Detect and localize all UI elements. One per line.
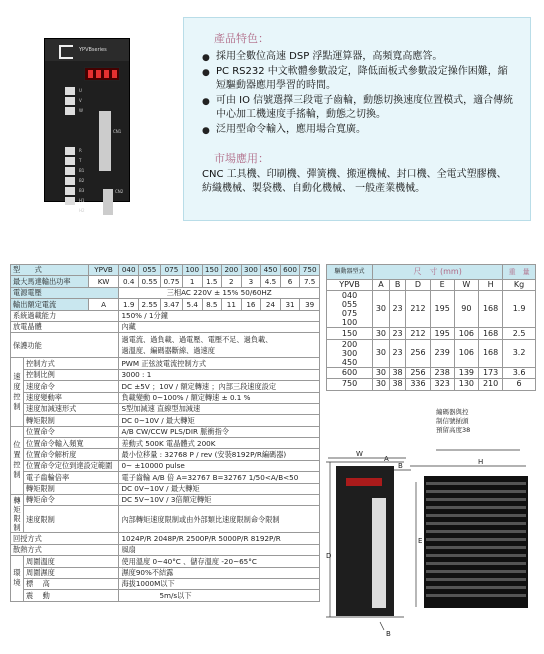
terminal	[65, 187, 75, 195]
row-label: 系統過載能力	[11, 310, 119, 321]
value-cell: 24	[261, 299, 281, 310]
value-cell: 90	[454, 291, 478, 328]
value-cell: 38	[389, 379, 406, 390]
row-label: 散熱方式	[11, 544, 119, 555]
row-label: 轉矩限制	[24, 483, 119, 494]
value-cell: 139	[454, 367, 478, 378]
row-label: 位置命令定位到達設定範圍	[24, 460, 119, 471]
value-cell: 173	[478, 367, 502, 378]
drive-header	[45, 39, 129, 61]
drive-brand: YPVBseries	[79, 47, 107, 53]
table-row	[11, 392, 320, 403]
table-row	[11, 415, 320, 426]
value-cell: 0.75	[160, 276, 182, 287]
table-row	[11, 590, 320, 601]
value-cell: DC 5V~10V / 3倍額定轉矩	[119, 495, 320, 506]
value-cell: 23	[389, 339, 406, 367]
model-cell: 040 055 075 100	[327, 291, 373, 328]
feature-item: 可由 IO 信號選擇三段電子齒輪，動態切換速度位置模式，適合傳統中心加工機速度手搖輪，動態之切換。	[216, 95, 514, 120]
table-row	[11, 533, 320, 544]
value-cell: 1.5	[202, 276, 222, 287]
group-label: 轉 矩 限 制	[11, 495, 24, 533]
bullet-icon: ●	[202, 126, 210, 136]
application-title: 市場應用：	[214, 152, 269, 165]
value-cell: DC ±5V ；10V / 額定轉速 ；內部三段速度設定	[119, 381, 320, 392]
value-cell: 6	[503, 379, 536, 390]
table-row	[11, 321, 320, 332]
bullet-icon: ●	[202, 53, 210, 63]
row-label: 速度加減速形式	[24, 403, 119, 414]
value-cell: A/B CW/CCW PLS/DIR 脈衝指令	[119, 426, 320, 437]
value-cell: 海拔1000M以下	[119, 578, 320, 589]
value-cell: 1.9	[503, 291, 536, 328]
value-cell: 168	[478, 339, 502, 367]
value-cell: 16	[241, 299, 261, 310]
value-cell: 濕度90%不結露	[119, 567, 320, 578]
led-display	[84, 67, 120, 81]
value-cell: 差動式 500K 電晶體式 200K	[119, 438, 320, 449]
value-cell: 256	[406, 339, 430, 367]
header-cell: H	[478, 280, 502, 291]
servo-drive-image	[44, 38, 130, 213]
value-cell: 4.5	[261, 276, 281, 287]
value-cell: 30	[373, 379, 390, 390]
table-row	[327, 265, 536, 280]
table-row	[11, 276, 320, 287]
row-label: 輸出額定電流	[11, 299, 89, 310]
value-cell: 5m/s以下	[119, 590, 320, 601]
table-row	[11, 426, 320, 437]
protect-line: 過電流、過負載、過電壓、電壓不足、過負載、	[121, 335, 273, 345]
drawing-svg	[326, 402, 536, 650]
row-label: 震 動	[24, 590, 119, 601]
terminal-label: V	[79, 98, 82, 103]
value-cell: 負載變動 0~100% / 額定轉速 ± 0.1 %	[119, 392, 320, 403]
spec-table	[10, 264, 320, 602]
value-cell: 8.5	[202, 299, 222, 310]
cn2-connector	[103, 189, 113, 215]
terminal	[65, 177, 75, 185]
value-cell: 31	[280, 299, 300, 310]
brand-logo-icon	[59, 45, 73, 59]
value-cell: 3.6	[503, 367, 536, 378]
model-cell: 750	[300, 265, 320, 276]
table-row	[11, 567, 320, 578]
type-label: 型 式	[11, 265, 89, 276]
table-row	[11, 483, 320, 494]
row-label: 電子齒輪倍率	[24, 472, 119, 483]
model-cell: 100	[182, 265, 202, 276]
model-cell: 750	[327, 379, 373, 390]
value-cell: S型加減速 直線型加減速	[119, 403, 320, 414]
header-cell: E	[430, 280, 454, 291]
value-cell: PWM 正弦波電流控制方式	[119, 358, 320, 369]
row-label: 位置命令輸入頻寬	[24, 438, 119, 449]
value-cell: 239	[430, 339, 454, 367]
value-cell: 1	[182, 276, 202, 287]
table-row	[11, 472, 320, 483]
model-cell: 040	[119, 265, 139, 276]
terminal	[65, 147, 75, 155]
table-row	[11, 556, 320, 567]
terminal	[65, 197, 75, 205]
value-cell: 238	[430, 367, 454, 378]
cn1-connector	[99, 111, 111, 171]
terminal-label: B2	[79, 178, 85, 183]
row-label: 控制比例	[24, 369, 119, 380]
row-label: 控制方式	[24, 358, 119, 369]
header-cell: A	[373, 280, 390, 291]
header-cell: Kg	[503, 280, 536, 291]
feature-item: 採用全數位高速 DSP 浮點運算器，高頻寬高應答。	[216, 51, 443, 62]
value-cell: 0.4	[119, 276, 139, 287]
value-cell: 195	[430, 291, 454, 328]
row-label: 速度變動率	[24, 392, 119, 403]
model-cell: 600	[280, 265, 300, 276]
value-cell: 323	[430, 379, 454, 390]
group-label: 位 置 控 制	[11, 426, 24, 494]
value-cell: 0.55	[139, 276, 161, 287]
terminal	[65, 157, 75, 165]
table-row	[327, 280, 536, 291]
value-cell: 23	[389, 328, 406, 339]
value-cell: 11	[222, 299, 242, 310]
group-label: 速 度 控 制	[11, 358, 24, 426]
row-label: 速度限制	[24, 506, 119, 533]
model-cell: 600	[327, 367, 373, 378]
table-row	[11, 544, 320, 555]
table-row	[11, 460, 320, 471]
value-cell: 風扇	[119, 544, 320, 555]
model-cell: 300	[241, 265, 261, 276]
table-row	[11, 358, 320, 369]
protect-line: 過溫度、編碼器斷線、過速度	[121, 346, 215, 356]
value-cell: 30	[373, 291, 390, 328]
features-panel	[183, 17, 531, 221]
header-cell: 重 量	[503, 265, 536, 280]
model-cell: 200	[222, 265, 242, 276]
value-cell: DC 0~10V / 最大轉矩	[119, 415, 320, 426]
row-label: 最大馬達輸出功率	[11, 276, 89, 287]
row-label: 位置命令解析度	[24, 449, 119, 460]
value-cell: 195	[430, 328, 454, 339]
terminal-label: B1	[79, 168, 85, 173]
value-cell: 電子齒輪 A/B 倍 A=32767 B=32767 1/50<A/B<50	[119, 472, 320, 483]
table-row	[11, 265, 320, 276]
value-cell: 336	[406, 379, 430, 390]
group-label: 環 境	[11, 556, 24, 602]
model-cell: 150	[202, 265, 222, 276]
terminal	[65, 87, 75, 95]
dim-label-d: D	[326, 552, 332, 560]
table-row	[11, 310, 320, 321]
value-cell: 0~ ±10000 pulse	[119, 460, 320, 471]
table-row	[11, 299, 320, 310]
value-cell: 2.55	[139, 299, 161, 310]
value-cell: 210	[478, 379, 502, 390]
dim-label-a: A	[384, 455, 389, 463]
terminal-label: B3	[79, 188, 85, 193]
table-row	[11, 287, 320, 298]
value-cell: 最小位移量 : 32768 P / rev (安裝8192P/R編碼器)	[119, 449, 320, 460]
terminal	[65, 167, 75, 175]
terminal-label: H1	[79, 198, 85, 203]
model-cell: 055	[139, 265, 161, 276]
value-cell: 2.5	[503, 328, 536, 339]
model-cell: 075	[160, 265, 182, 276]
value-cell: 7.5	[300, 276, 320, 287]
value-cell: 3.47	[160, 299, 182, 310]
application-text: CNC 工具機、印刷機、彈簧機、搬運機械、封口機、全電式塑膠機、紡織機械、製袋機、自動化機械、 一般產業機械。	[202, 169, 507, 194]
value-cell: 30	[373, 367, 390, 378]
table-row	[11, 506, 320, 533]
table-row	[11, 495, 320, 506]
table-row	[327, 328, 536, 339]
value-cell: 內藏	[119, 321, 320, 332]
model-cell: 450	[261, 265, 281, 276]
row-label: 回授方式	[11, 533, 119, 544]
value-cell: 39	[300, 299, 320, 310]
value-cell: 23	[389, 291, 406, 328]
row-label: 電源電壓	[11, 287, 119, 298]
model-cell: 200 300 450	[327, 339, 373, 367]
value-cell: 1.9	[119, 299, 139, 310]
table-row	[327, 339, 536, 367]
header-cell: YPVB	[327, 280, 373, 291]
table-row	[11, 369, 320, 380]
terminal	[65, 97, 75, 105]
row-label: 周圍濕度	[24, 567, 119, 578]
terminal-label: W	[79, 108, 83, 113]
table-row	[327, 367, 536, 378]
value-cell: 內部轉矩速度限制或由外部類比速度限制命令限制	[119, 506, 320, 533]
features-title: 產品特色：	[214, 32, 269, 45]
value-cell: 168	[478, 328, 502, 339]
feature-item: 泛用型命令輸入，應用場合寬廣。	[216, 124, 366, 135]
header-cell: B	[389, 280, 406, 291]
dim-label-e: E	[418, 537, 423, 545]
dim-label-b2: B	[386, 630, 391, 638]
value-cell: 38	[389, 367, 406, 378]
cn2-label: CN2	[115, 189, 124, 194]
row-label: 位置命令	[24, 426, 119, 437]
value-cell: 1024P/R 2048P/R 2500P/R 5000P/R 8192P/R	[119, 533, 320, 544]
row-label: 速度命令	[24, 381, 119, 392]
value-cell: DC 0V~10V / 最大轉矩	[119, 483, 320, 494]
value-cell: 三相AC 220V ± 15% 50/60HZ	[119, 287, 320, 298]
value-cell: 3	[241, 276, 261, 287]
model-cell: 150	[327, 328, 373, 339]
row-label: 保護功能	[11, 333, 119, 358]
cn1-label: CN1	[113, 129, 122, 134]
value-cell: 6	[280, 276, 300, 287]
unit-cell: A	[88, 299, 119, 310]
bullet-icon: ●	[202, 68, 210, 78]
dimension-drawing	[326, 402, 536, 650]
header-cell: D	[406, 280, 430, 291]
terminal-label: H2	[79, 208, 85, 213]
value-cell: 212	[406, 291, 430, 328]
row-label: 周圍溫度	[24, 556, 119, 567]
dim-label-w: W	[356, 450, 363, 458]
value-cell: 3.2	[503, 339, 536, 367]
value-cell: 5.4	[182, 299, 202, 310]
table-row	[11, 578, 320, 589]
bullet-icon: ●	[202, 97, 210, 107]
feature-item: PC RS232 中文軟體參數設定，降低面板式參數設定操作困難，縮短驅動器應用學習的時間。	[216, 66, 508, 91]
value-cell: 使用溫度 0~40°C 、儲存溫度 -20~65°C	[119, 556, 320, 567]
terminal	[65, 107, 75, 115]
value-cell: 3000 : 1	[119, 369, 320, 380]
terminal-label: R	[79, 148, 82, 153]
value-cell: 168	[478, 291, 502, 328]
type-code: YPVB	[88, 265, 119, 276]
table-row	[11, 333, 320, 358]
value-cell: 212	[406, 328, 430, 339]
row-label: 放電晶體	[11, 321, 119, 332]
dim-label-h: H	[478, 458, 484, 466]
dimension-table	[326, 264, 536, 391]
unit-cell: KW	[88, 276, 119, 287]
header-cell: W	[454, 280, 478, 291]
dim-label-b: B	[398, 462, 403, 470]
value-cell: 130	[454, 379, 478, 390]
table-row	[327, 379, 536, 390]
value-cell: 30	[373, 328, 390, 339]
value-cell: 256	[406, 367, 430, 378]
table-row	[11, 449, 320, 460]
row-label: 標 高	[24, 578, 119, 589]
table-row	[327, 291, 536, 328]
terminal-label: U	[79, 88, 82, 93]
value-cell: 30	[373, 339, 390, 367]
header-cell: 尺 寸 (mm)	[373, 265, 503, 280]
table-row	[11, 381, 320, 392]
value-cell	[119, 333, 320, 358]
terminal-label: T	[79, 158, 82, 163]
table-row	[11, 438, 320, 449]
value-cell: 106	[454, 328, 478, 339]
header-cell: 驅動器型式	[327, 265, 373, 280]
table-row	[11, 403, 320, 414]
row-label: 轉矩限制	[24, 415, 119, 426]
encoder-note: 編碼器與控 制信號插頭 預留高度38	[436, 408, 471, 434]
row-label: 轉矩命令	[24, 495, 119, 506]
value-cell: 2	[222, 276, 242, 287]
value-cell: 150% / 1分鐘	[119, 310, 320, 321]
value-cell: 106	[454, 339, 478, 367]
